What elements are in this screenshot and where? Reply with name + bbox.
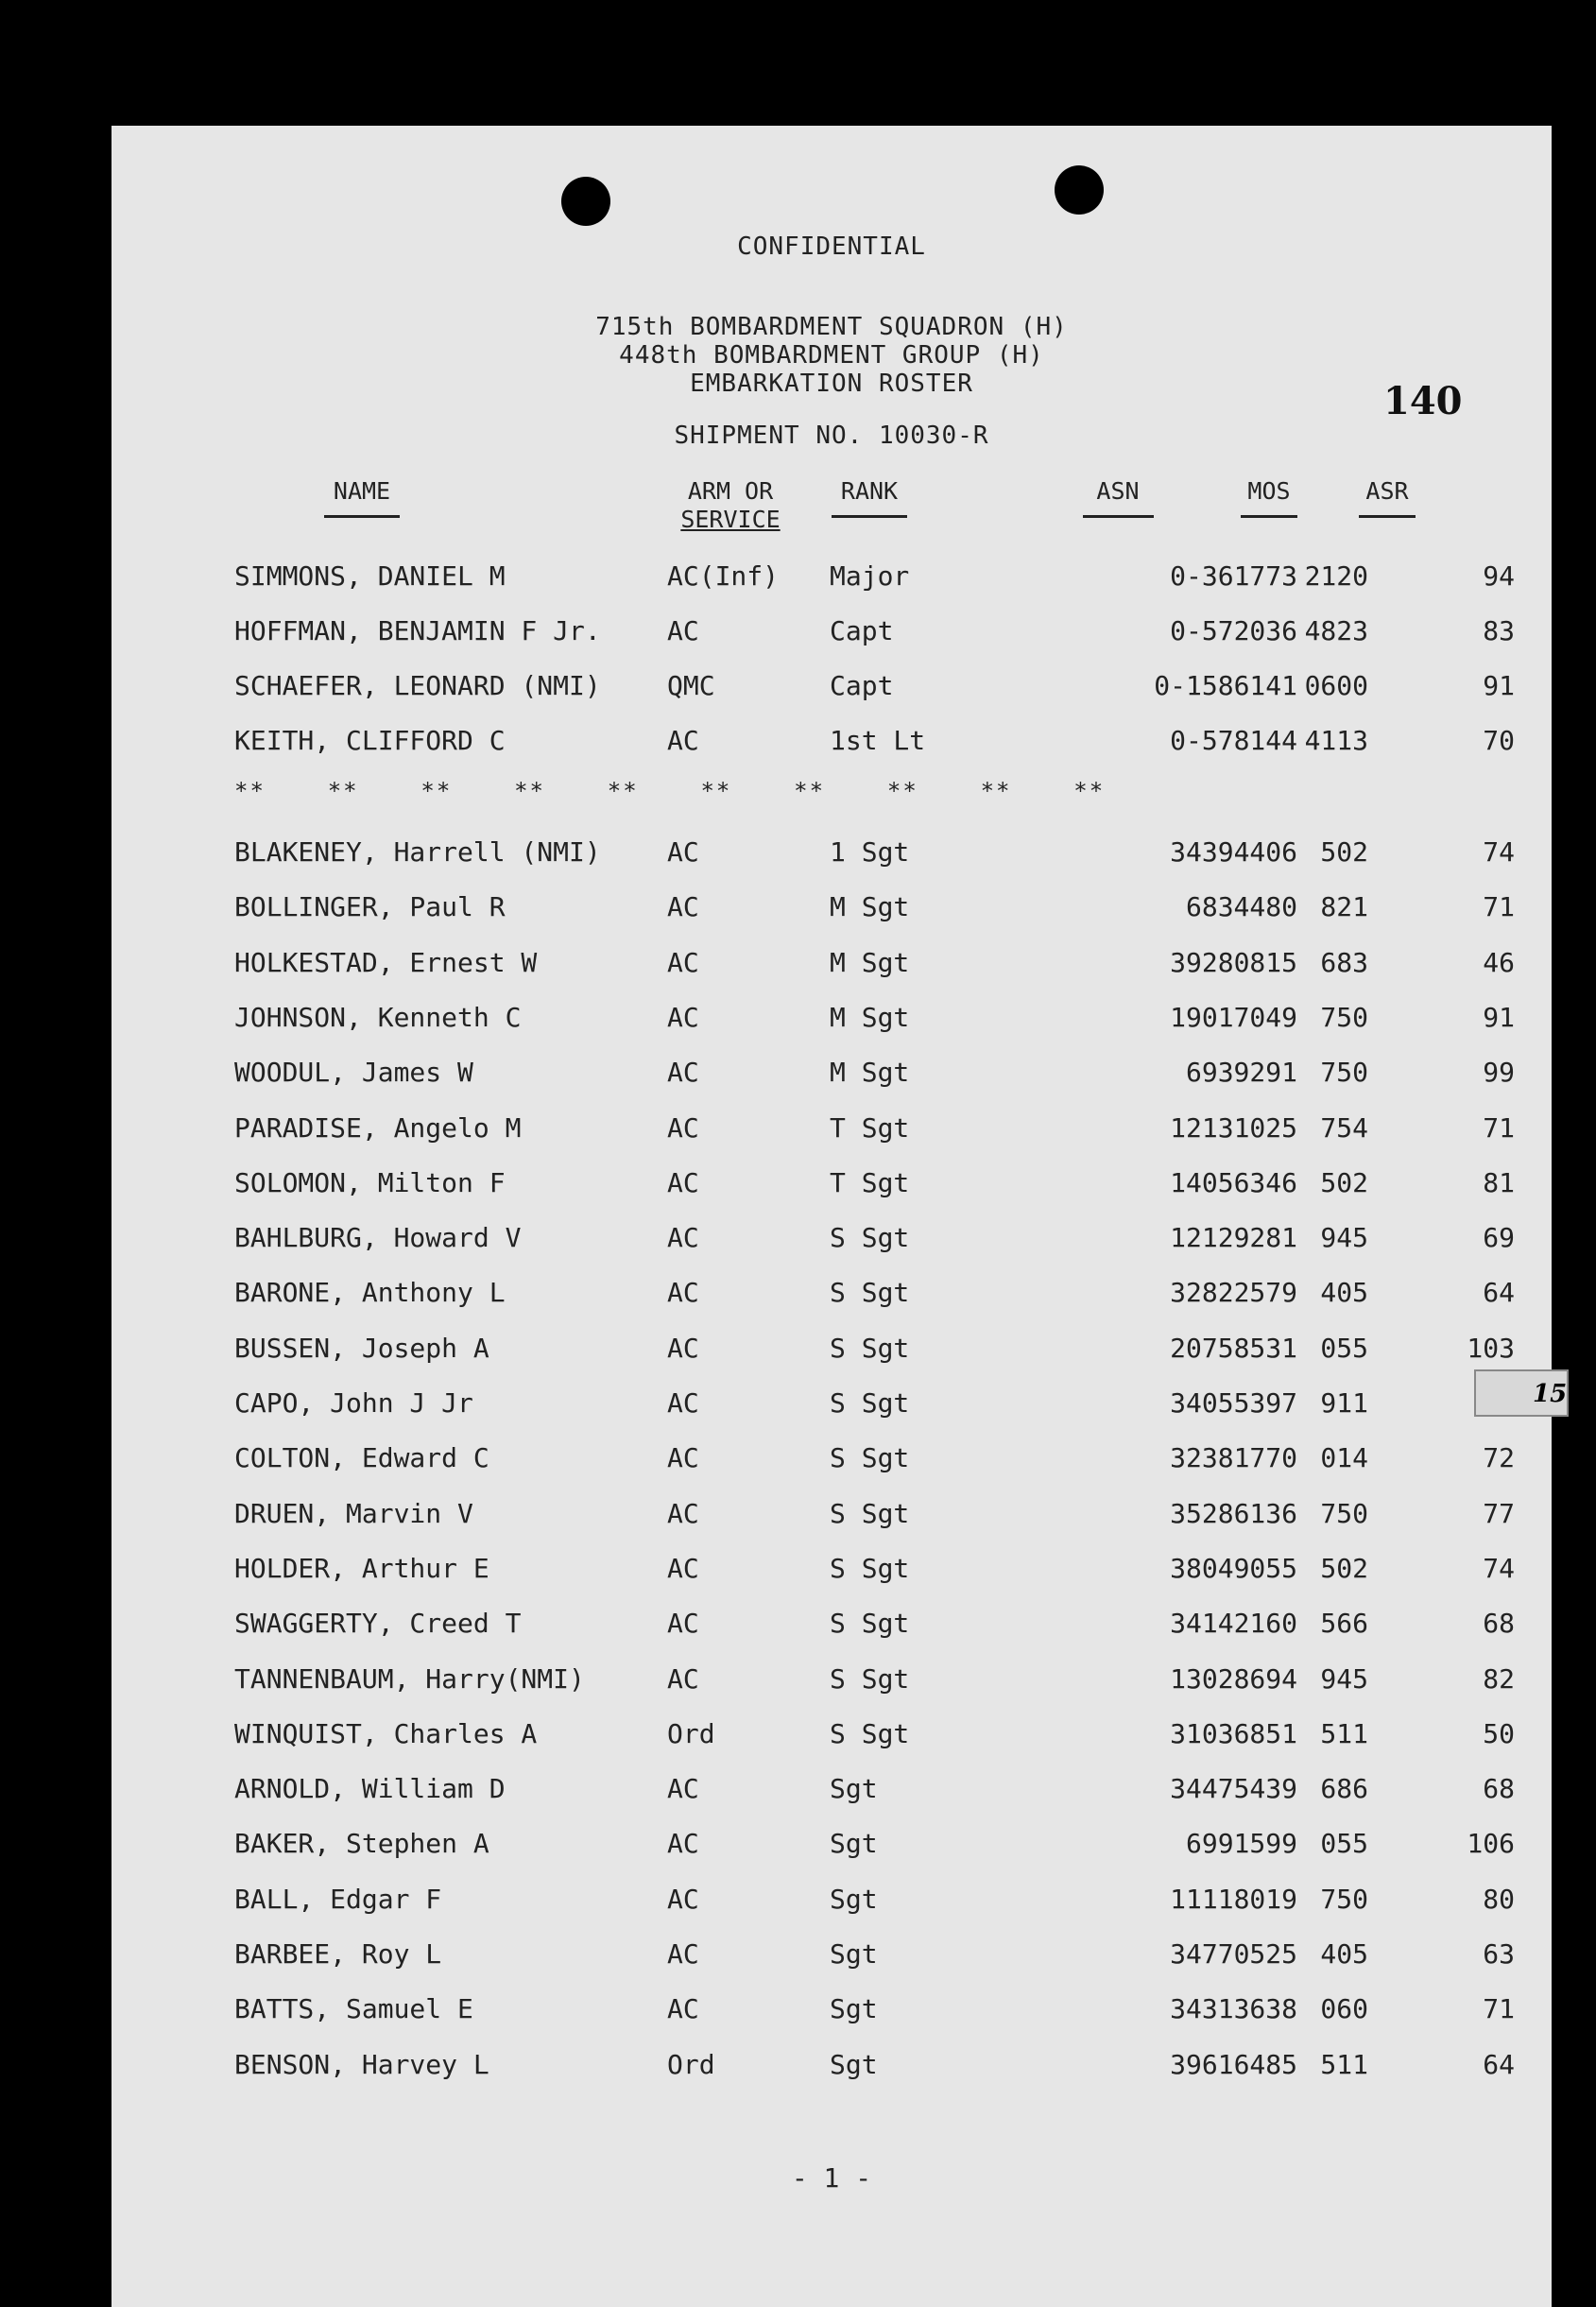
cell-mos: 683 [1320, 946, 1368, 978]
col-head-asr-label: ASR [1365, 477, 1409, 505]
cell-asn: 34475439 [1170, 1773, 1297, 1805]
table-row [112, 615, 1552, 653]
col-head-arm-label-1: ARM OR [687, 477, 774, 505]
table-row [112, 1333, 1552, 1370]
cell-asn: 20758531 [1170, 1332, 1297, 1364]
cell-asr: 74 [1483, 836, 1515, 868]
col-head-asn [1056, 477, 1179, 518]
cell-asr: 99 [1483, 1057, 1515, 1089]
cell-rank: T Sgt [830, 1111, 910, 1144]
cell-asr: 71 [1483, 891, 1515, 923]
cell-asn: 0-361773 [1170, 560, 1297, 592]
table-row [112, 1773, 1552, 1811]
cell-name: COLTON, Edward C [234, 1442, 489, 1474]
cell-mos: 502 [1320, 836, 1368, 868]
cell-arm: AC [667, 891, 699, 923]
roster-page [112, 126, 1552, 2307]
cell-asr: 68 [1483, 1773, 1515, 1805]
cell-asn: 6834480 [1185, 891, 1297, 923]
cell-mos: 014 [1320, 1442, 1368, 1474]
cell-name: KEITH, CLIFFORD C [234, 725, 506, 756]
cell-mos: 566 [1320, 1608, 1368, 1640]
cell-name: SWAGGERTY, Creed T [234, 1608, 522, 1640]
cell-mos: 502 [1320, 1166, 1368, 1198]
table-row [112, 1828, 1552, 1866]
cell-name: ARNOLD, William D [234, 1773, 506, 1805]
cell-arm: AC [667, 1057, 699, 1089]
cell-rank: S Sgt [830, 1442, 910, 1474]
cell-arm: AC [667, 1442, 699, 1474]
cell-rank: M Sgt [830, 1001, 910, 1033]
roster-title: EMBARKATION ROSTER [690, 370, 973, 398]
table-row [112, 1663, 1552, 1701]
cell-mos: 0600 [1304, 670, 1368, 701]
cell-mos: 821 [1320, 891, 1368, 923]
cell-asr: 91 [1483, 670, 1515, 701]
col-head-rank [822, 477, 917, 518]
table-row [112, 1884, 1552, 1921]
col-head-mos [1217, 477, 1321, 518]
cell-asn: 6939291 [1185, 1057, 1297, 1089]
cell-arm: AC [667, 1608, 699, 1640]
cell-asr: 80 [1483, 1883, 1515, 1915]
cell-arm: AC [667, 1111, 699, 1144]
shipment-number: SHIPMENT NO. 10030-R [674, 422, 989, 450]
cell-name: BAKER, Stephen A [234, 1828, 489, 1860]
cell-name: HOFFMAN, BENJAMIN F Jr. [234, 615, 601, 646]
cell-mos: 055 [1320, 1332, 1368, 1364]
page-footer: - 1 - [791, 2162, 872, 2194]
cell-asr: 83 [1483, 615, 1515, 646]
cell-asn: 38049055 [1170, 1552, 1297, 1584]
cell-arm: Ord [667, 1717, 715, 1749]
cell-asr: 91 [1483, 1001, 1515, 1033]
cell-asr: 71 [1483, 1993, 1515, 2025]
col-head-asn-label: ASN [1096, 477, 1140, 505]
table-row [112, 1442, 1552, 1480]
punch-hole-left [561, 177, 610, 226]
cell-mos: 911 [1320, 1387, 1368, 1419]
cell-arm: Ord [667, 2048, 715, 2080]
cell-asn: 12131025 [1170, 1111, 1297, 1144]
cell-rank: S Sgt [830, 1662, 910, 1695]
cell-name: BUSSEN, Joseph A [234, 1332, 489, 1364]
cell-asn: 14056346 [1170, 1166, 1297, 1198]
cell-arm: AC [667, 725, 699, 756]
col-head-name-underline [324, 515, 400, 518]
col-head-asr-underline [1359, 515, 1416, 518]
cell-asr: 81 [1483, 1166, 1515, 1198]
cell-arm: AC [667, 1883, 699, 1915]
table-row [112, 947, 1552, 985]
cell-asr: 72 [1483, 1442, 1515, 1474]
cell-asn: 39280815 [1170, 946, 1297, 978]
cell-asr: 68 [1483, 1608, 1515, 1640]
cell-asn: 12129281 [1170, 1222, 1297, 1254]
cell-rank: S Sgt [830, 1277, 910, 1309]
col-head-arm [660, 477, 801, 534]
cell-mos: 405 [1320, 1277, 1368, 1309]
cell-mos: 754 [1320, 1111, 1368, 1144]
cell-rank: S Sgt [830, 1222, 910, 1254]
cell-rank: Sgt [830, 1938, 878, 1970]
cell-mos: 945 [1320, 1662, 1368, 1695]
cell-asn: 19017049 [1170, 1001, 1297, 1033]
cell-asn: 34770525 [1170, 1938, 1297, 1970]
cell-asn: 0-1586141 [1154, 670, 1297, 701]
unit-title: 715th BOMBARDMENT SQUADRON (H) [595, 313, 1068, 341]
cell-name: SIMMONS, DANIEL M [234, 560, 506, 592]
col-head-mos-label: MOS [1247, 477, 1291, 505]
table-row [112, 891, 1552, 929]
cell-name: BARONE, Anthony L [234, 1277, 506, 1309]
cell-asn: 34394406 [1170, 836, 1297, 868]
cell-mos: 502 [1320, 1552, 1368, 1584]
cell-name: JOHNSON, Kenneth C [234, 1001, 522, 1033]
cell-asn: 35286136 [1170, 1497, 1297, 1529]
cell-asr: 64 [1483, 2048, 1515, 2080]
cell-mos: 511 [1320, 1717, 1368, 1749]
cell-rank: S Sgt [830, 1387, 910, 1419]
cell-asr: 94 [1483, 560, 1515, 592]
cell-arm: AC [667, 1387, 699, 1419]
cell-name: BATTS, Samuel E [234, 1993, 473, 2025]
asterisk-separator: ** ** ** ** ** ** ** ** ** ** [234, 778, 1106, 804]
cell-mos: 060 [1320, 1993, 1368, 2025]
cell-mos: 750 [1320, 1057, 1368, 1089]
cell-rank: M Sgt [830, 1057, 910, 1089]
punch-hole-right [1055, 165, 1104, 215]
table-row [112, 836, 1552, 874]
table-row [112, 1277, 1552, 1315]
cell-asr: 70 [1483, 725, 1515, 756]
cell-name: SOLOMON, Milton F [234, 1166, 506, 1198]
col-head-rank-underline [832, 515, 907, 518]
cell-rank: Sgt [830, 1993, 878, 2025]
cell-arm: AC [667, 1222, 699, 1254]
cell-arm: AC [667, 1773, 699, 1805]
cell-mos: 945 [1320, 1222, 1368, 1254]
cell-name: BOLLINGER, Paul R [234, 891, 506, 923]
cell-arm: AC [667, 1497, 699, 1529]
cell-mos: 750 [1320, 1001, 1368, 1033]
cell-name: BENSON, Harvey L [234, 2048, 489, 2080]
cell-rank: Sgt [830, 2048, 878, 2080]
cell-rank: S Sgt [830, 1608, 910, 1640]
cell-name: PARADISE, Angelo M [234, 1111, 522, 1144]
side-tab: 15 [1474, 1369, 1569, 1417]
cell-asr: 77 [1483, 1497, 1515, 1529]
cell-mos: 4823 [1304, 615, 1368, 646]
cell-name: HOLDER, Arthur E [234, 1552, 489, 1584]
col-head-rank-label: RANK [840, 477, 899, 505]
cell-rank: S Sgt [830, 1552, 910, 1584]
cell-mos: 511 [1320, 2048, 1368, 2080]
col-head-arm-label-2: SERVICE [680, 506, 781, 533]
cell-rank: 1 Sgt [830, 836, 910, 868]
cell-mos: 2120 [1304, 560, 1368, 592]
col-head-asn-underline [1083, 515, 1154, 518]
cell-asn: 34313638 [1170, 1993, 1297, 2025]
cell-arm: AC [667, 615, 699, 646]
cell-mos: 750 [1320, 1883, 1368, 1915]
col-head-name-label: NAME [333, 477, 391, 505]
cell-rank: Major [830, 560, 910, 592]
cell-rank: Sgt [830, 1828, 878, 1860]
table-row [112, 670, 1552, 708]
cell-name: HOLKESTAD, Ernest W [234, 946, 538, 978]
cell-mos: 750 [1320, 1497, 1368, 1529]
cell-asn: 6991599 [1185, 1828, 1297, 1860]
table-row [112, 1938, 1552, 1976]
cell-rank: S Sgt [830, 1332, 910, 1364]
cell-asr: 63 [1483, 1938, 1515, 1970]
cell-rank: S Sgt [830, 1497, 910, 1529]
group-title: 448th BOMBARDMENT GROUP (H) [619, 341, 1044, 370]
cell-arm: AC [667, 1938, 699, 1970]
cell-arm: AC [667, 1993, 699, 2025]
cell-asr: 74 [1483, 1552, 1515, 1584]
cell-name: WOODUL, James W [234, 1057, 473, 1089]
cell-asr: 82 [1483, 1662, 1515, 1695]
table-row [112, 1993, 1552, 2031]
cell-asn: 39616485 [1170, 2048, 1297, 2080]
cell-name: BARBEE, Roy L [234, 1938, 442, 1970]
classification-label: CONFIDENTIAL [737, 232, 926, 261]
cell-arm: AC [667, 1828, 699, 1860]
cell-rank: 1st Lt [830, 725, 926, 756]
cell-name: TANNENBAUM, Harry(NMI) [234, 1662, 585, 1695]
cell-asn: 34055397 [1170, 1387, 1297, 1419]
cell-name: SCHAEFER, LEONARD (NMI) [234, 670, 601, 701]
table-row [112, 1718, 1552, 1756]
cell-asr: 50 [1483, 1717, 1515, 1749]
cell-asn: 32822579 [1170, 1277, 1297, 1309]
page-number: 140 [1383, 379, 1463, 423]
cell-asr: 71 [1483, 1111, 1515, 1144]
cell-name: BALL, Edgar F [234, 1883, 442, 1915]
table-row [112, 1002, 1552, 1040]
cell-asn: 13028694 [1170, 1662, 1297, 1695]
table-row [112, 1057, 1552, 1094]
table-row [112, 1608, 1552, 1645]
cell-rank: S Sgt [830, 1717, 910, 1749]
cell-asn: 34142160 [1170, 1608, 1297, 1640]
table-row [112, 1167, 1552, 1205]
cell-arm: AC [667, 1552, 699, 1584]
cell-name: BAHLBURG, Howard V [234, 1222, 522, 1254]
col-head-mos-underline [1241, 515, 1297, 518]
cell-name: DRUEN, Marvin V [234, 1497, 473, 1529]
cell-name: WINQUIST, Charles A [234, 1717, 538, 1749]
cell-rank: Sgt [830, 1883, 878, 1915]
cell-arm: AC [667, 1166, 699, 1198]
cell-mos: 405 [1320, 1938, 1368, 1970]
cell-arm: AC [667, 1662, 699, 1695]
table-row [112, 1387, 1552, 1425]
table-row [112, 560, 1552, 598]
table-row [112, 725, 1552, 763]
table-row [112, 1112, 1552, 1150]
cell-arm: AC [667, 1332, 699, 1364]
cell-rank: T Sgt [830, 1166, 910, 1198]
table-row [112, 2049, 1552, 2087]
table-row [112, 1553, 1552, 1591]
cell-asr: 106 [1467, 1828, 1515, 1860]
cell-mos: 055 [1320, 1828, 1368, 1860]
cell-asn: 0-578144 [1170, 725, 1297, 756]
cell-rank: M Sgt [830, 891, 910, 923]
cell-name: CAPO, John J Jr [234, 1387, 473, 1419]
cell-arm: QMC [667, 670, 715, 701]
cell-asn: 31036851 [1170, 1717, 1297, 1749]
cell-name: BLAKENEY, Harrell (NMI) [234, 836, 601, 868]
cell-rank: Sgt [830, 1773, 878, 1805]
cell-asn: 0-572036 [1170, 615, 1297, 646]
col-head-name [296, 477, 428, 518]
table-row [112, 1498, 1552, 1536]
cell-asn: 11118019 [1170, 1883, 1297, 1915]
cell-rank: Capt [830, 615, 894, 646]
cell-mos: 686 [1320, 1773, 1368, 1805]
cell-arm: AC [667, 836, 699, 868]
cell-asr: 46 [1483, 946, 1515, 978]
cell-asn: 32381770 [1170, 1442, 1297, 1474]
cell-arm: AC [667, 1277, 699, 1309]
cell-asr: 103 [1467, 1332, 1515, 1364]
cell-rank: Capt [830, 670, 894, 701]
cell-asr: 69 [1483, 1222, 1515, 1254]
cell-arm: AC(Inf) [667, 560, 780, 592]
cell-arm: AC [667, 1001, 699, 1033]
cell-asr: 64 [1483, 1277, 1515, 1309]
table-row [112, 1222, 1552, 1260]
cell-arm: AC [667, 946, 699, 978]
cell-rank: M Sgt [830, 946, 910, 978]
col-head-asr [1340, 477, 1434, 518]
cell-mos: 4113 [1304, 725, 1368, 756]
